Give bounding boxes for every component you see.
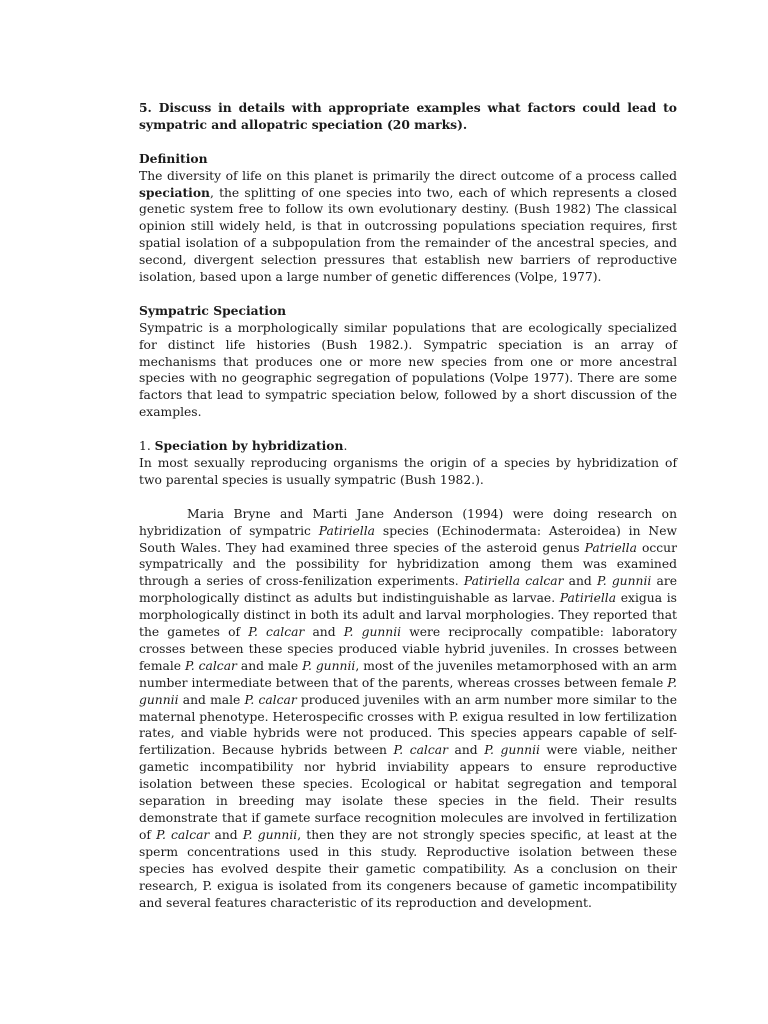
research-text: and male (236, 658, 303, 673)
research-text: and (209, 827, 243, 842)
question-heading: 5. Discuss in details with appropriate examples what factors could lead to sympatric and allopatric speciation (20 marks). (139, 100, 677, 132)
research-paragraph (139, 506, 677, 912)
research-text: were reciprocally compatible: laboratory crosses between these species produced viable hybrid juveniles. In crosses between female (139, 625, 677, 673)
definition-text-start: The diversity of life on this planet is primarily the direct outcome of a process called (139, 168, 677, 183)
species-name: Patiriella calcar (463, 574, 564, 589)
definition-text-end: , the splitting of one species into two, each of which represents a closed genetic system free to follow its own evolutionary destiny. (Bush 1982) The classical opinion still widely held, is that in outcrossing populations speciation requires, first spatial isolation of a subpopulation from the remainder of the ancestral species, and second, divergent selection pressures that establish new barriers of reproductive isolation, based upon a large number of genetic differences (Volpe, 1977). (139, 185, 677, 285)
species-name: Patriella (584, 540, 637, 555)
document-page (139, 100, 677, 911)
hybridization-heading: 1. Speciation by hybridization. (139, 438, 348, 454)
research-text: and male (178, 692, 245, 707)
research-text: , most of the juveniles metamorphosed with an arm number intermediate between that of the parents, whereas crosses between female (139, 658, 677, 690)
species-name: P. calcar (185, 658, 237, 673)
species-name: P. gunnii (343, 625, 402, 640)
spacer (139, 489, 677, 506)
hybridization-number: 1 (139, 439, 147, 454)
research-text: and (304, 625, 344, 640)
species-name: P. calcar (248, 625, 305, 640)
research-text: , then they are not strongly species specific, at least at the sperm concentrations used in this study. Reproductive isolation between these species has evolved despite their gametic compatibility. As a conclusion on their research, P. exigua is isolated from its congeners because of gametic incompatibility and several features characteristic of its reproduction and development. (139, 827, 677, 910)
species-name: Patiriella (318, 523, 376, 538)
research-text: and (563, 574, 597, 589)
spacer (139, 286, 677, 303)
definition-heading: Definition (139, 150, 208, 166)
spacer (139, 134, 677, 151)
research-text: exigua is morphologically distinct in both its adult and larval morphologies. They reported that the gametes of (139, 591, 677, 640)
species-name: P. gunnii (242, 827, 298, 842)
hybridization-paragraph: In most sexually reproducing organisms the origin of a species by hybridization of two parental species is usually sympatric (Bush 1982.). (139, 455, 677, 487)
species-name: P. calcar (393, 743, 448, 758)
speciation-term: speciation (139, 184, 210, 200)
sympatric-paragraph: Sympatric is a morphologically similar populations that are ecologically specialized for distinct life histories (Bush 1982.). Sympatric speciation is an array of mechanisms that produces one or more new species from one or more ancestral species with no geographic segregation of populations (Volpe 1977). There are some factors that lead to sympatric speciation below, followed by a short discussion of the examples. (139, 320, 677, 420)
definition-paragraph (139, 168, 677, 286)
research-text: are morphologically distinct as adults but indistinguishable as larvae. (139, 574, 677, 606)
species-name: P. gunnii (302, 658, 356, 673)
research-text: were viable, neither gametic incompatibility nor hybrid inviability appears to ensure reproductive isolation between these species. Ecological or habitat segregation and temporal separation in breeding may isolate these species in the field. Their results demonstrate that if gamete surface recognition molecules are involved in fertilization of (139, 743, 677, 842)
species-name: P. gunnii (596, 574, 652, 589)
species-name: P. calcar (156, 827, 210, 842)
research-text: occur sympatrically and the possibility for hybridization among them was examined through a series of cross-fenilization experiments. (139, 540, 677, 589)
species-name: P. calcar (244, 692, 297, 707)
species-name: Patiriella (559, 591, 617, 606)
research-text: produced juveniles with an arm number more similar to the maternal phenotype. Heterospecific crosses with P. exigua resulted in low fertilization rates, and viable hybrids were not produced. This species appears capable of self-fertilization. Because hybrids between (139, 692, 677, 758)
hybridization-title: Speciation by hybridization (154, 438, 344, 454)
species-name: P. gunnii (484, 743, 540, 758)
spacer (139, 421, 677, 438)
species-name: P. gunnii (139, 675, 677, 707)
sympatric-heading: Sympatric Speciation (139, 302, 287, 318)
research-text: species (Echinodermata: Asteroidea) in New South Wales. They had examined three species of the asteroid genus (139, 523, 677, 555)
research-text: Maria Bryne and Marti Jane Anderson (1994) were doing research on hybridization of sympatric (139, 506, 677, 538)
research-text: and (447, 743, 485, 758)
